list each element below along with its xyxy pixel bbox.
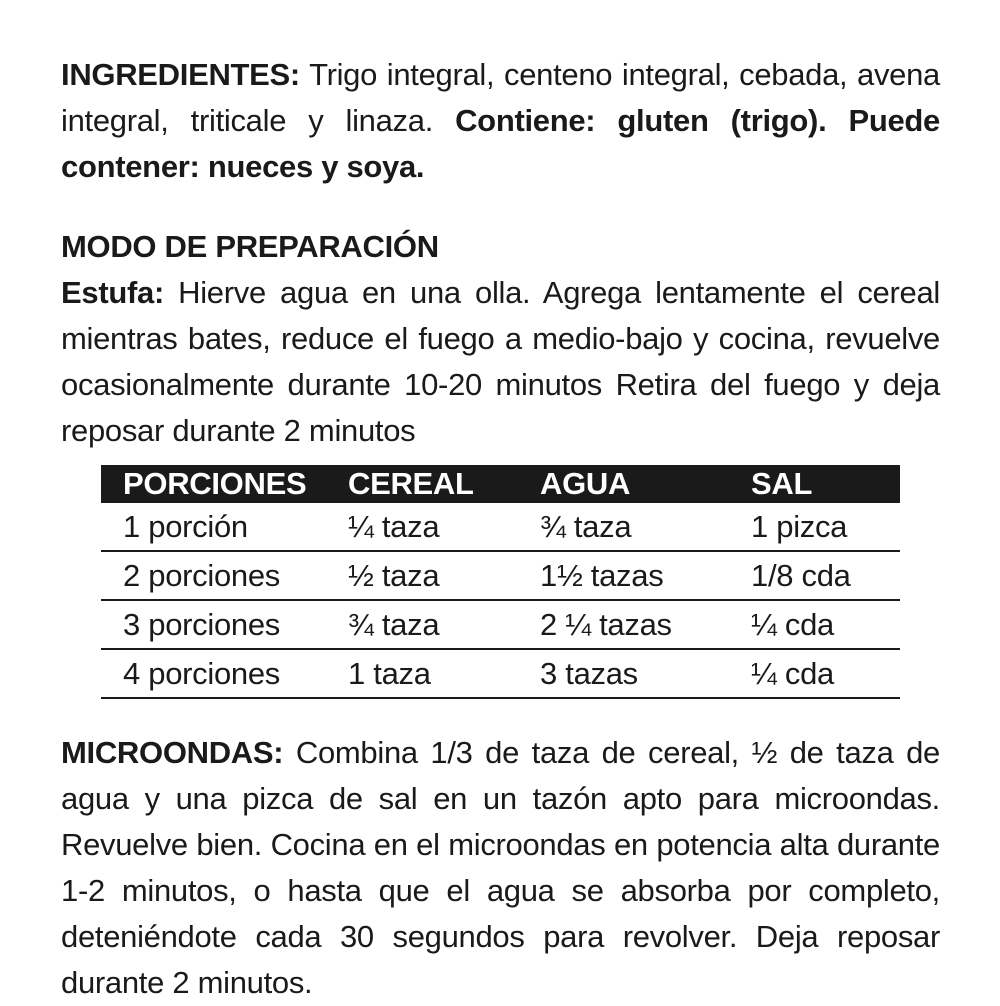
stove-text: Hierve agua en una olla. Agrega lentamente el cereal mientras bates, reduce el fuego a medio-bajo y cocina, revuelve ocasionalmente durante 10-20 minutos Retira del fuego y deja reposar durante 2 minutos [61, 275, 940, 448]
cell-agua: 3 tazas [518, 649, 729, 698]
microwave-label: MICROONDAS: [61, 735, 284, 770]
table-row [101, 649, 900, 698]
preparation-heading: MODO DE PREPARACIÓN [61, 229, 439, 264]
instructions-page [61, 52, 940, 454]
cell-cereal: ¾ taza [326, 600, 518, 649]
stove-paragraph [61, 270, 940, 454]
header-cereal: CEREAL [326, 465, 518, 503]
cell-sal: ¼ cda [729, 600, 900, 649]
table-row [101, 600, 900, 649]
cell-sal: 1/8 cda [729, 551, 900, 600]
table-header-row [101, 465, 900, 503]
cell-porciones: 4 porciones [101, 649, 326, 698]
cell-sal: ¼ cda [729, 649, 900, 698]
cell-porciones: 1 porción [101, 503, 326, 551]
header-agua: AGUA [518, 465, 729, 503]
ingredients-label: INGREDIENTES: [61, 57, 300, 92]
cell-agua: 2 ¼ tazas [518, 600, 729, 649]
ingredients-paragraph [61, 52, 940, 190]
cell-cereal: ¼ taza [326, 503, 518, 551]
cell-porciones: 3 porciones [101, 600, 326, 649]
cell-agua: 1½ tazas [518, 551, 729, 600]
cell-agua: ¾ taza [518, 503, 729, 551]
portions-table [101, 465, 900, 699]
stove-label: Estufa: [61, 275, 164, 310]
cell-cereal: ½ taza [326, 551, 518, 600]
table-row [101, 551, 900, 600]
microwave-text: Combina 1/3 de taza de cereal, ½ de taza de agua y una pizca de sal en un tazón apto para microondas. Revuelve bien. Cocina en el microondas en potencia alta durante 1-2 minutos, o hasta que el agua se absorba por completo, deteniéndote cada 30 segundos para revolver. Deja reposar durante 2 minutos. [61, 735, 940, 1000]
allergen-statement: Contiene: gluten (trigo). Puede contener: nueces y soya. [61, 103, 940, 184]
header-porciones: PORCIONES [101, 465, 326, 503]
cell-cereal: 1 taza [326, 649, 518, 698]
cell-sal: 1 pizca [729, 503, 900, 551]
cell-porciones: 2 porciones [101, 551, 326, 600]
microwave-paragraph [61, 730, 940, 1006]
header-sal: SAL [729, 465, 900, 503]
microwave-section [61, 730, 940, 1006]
ingredients-text: Trigo integral, centeno integral, cebada, avena integral, triticale y linaza. [61, 57, 940, 138]
table-row [101, 503, 900, 551]
